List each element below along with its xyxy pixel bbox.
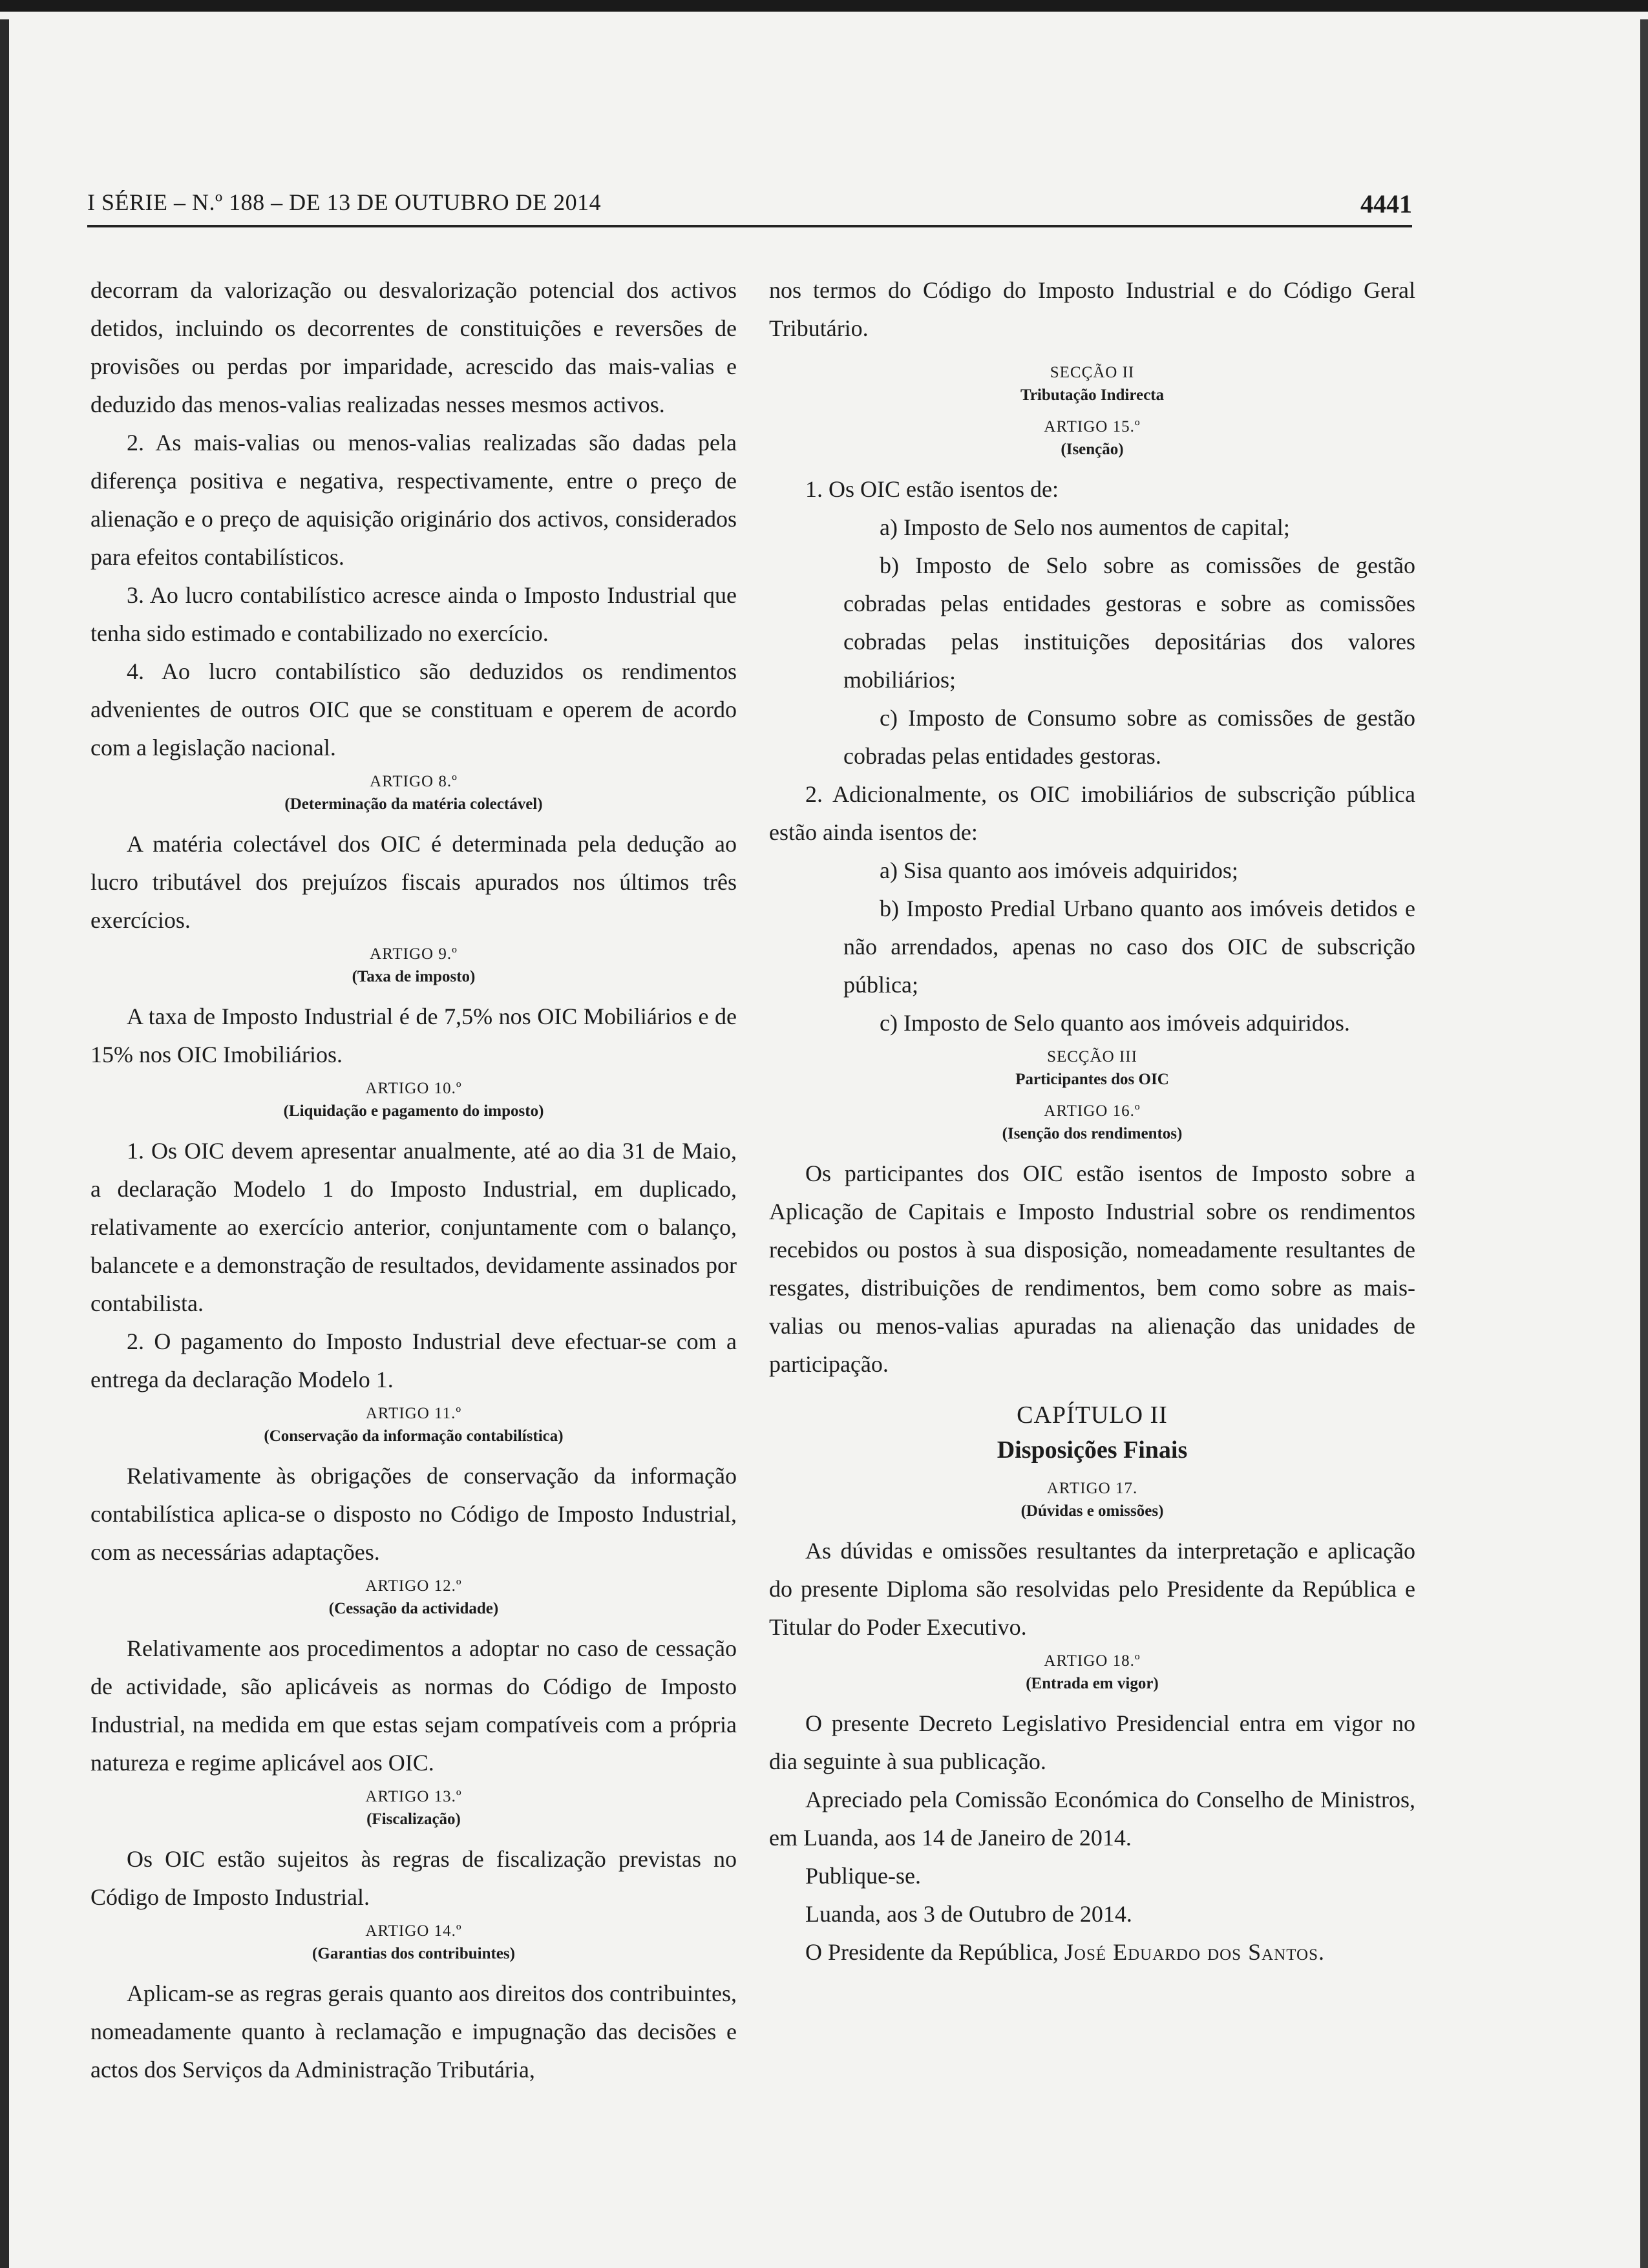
list-item: b) Imposto Predial Urbano quanto aos imóveis detidos e não arrendados, apenas no caso dos OIC de subscrição pública; — [843, 896, 1415, 998]
series-header: I SÉRIE – N.º 188 – DE 13 DE OUTUBRO DE 2014 — [87, 189, 602, 215]
article-label: ARTIGO 15.º — [1044, 418, 1141, 436]
list-item: c) Imposto de Consumo sobre as comissões de gestão cobradas pelas entidades gestoras. — [843, 705, 1415, 769]
list-item: a) Sisa quanto aos imóveis adquiridos; — [880, 857, 1238, 883]
section-label: SECÇÃO II — [1050, 364, 1135, 381]
paragraph: A matéria colectável dos OIC é determinada pela dedução ao lucro tributável dos prejuízos fiscais apurados nos últimos três exercícios. — [90, 831, 737, 933]
paragraph: 2. Adicionalmente, os OIC imobiliários de subscrição pública estão ainda isentos de: — [769, 781, 1415, 845]
article-label: ARTIGO 12.º — [365, 1577, 462, 1595]
paragraph: 4. Ao lucro contabilístico são deduzidos os rendimentos advenientes de outros OIC que se constituam e operem de acordo com a legislação nacional. — [90, 658, 737, 761]
article-title: (Determinação da matéria colectável) — [284, 795, 543, 813]
header-rule — [87, 225, 1412, 227]
article-title: (Isenção) — [1061, 441, 1124, 458]
president-prefix: O Presidente da República, — [805, 1939, 1059, 1965]
article-label: ARTIGO 11.º — [365, 1405, 462, 1422]
paragraph: Os OIC estão sujeitos às regras de fiscalização previstas no Código de Imposto Industrial. — [90, 1846, 737, 1910]
chapter-title: Disposições Finais — [997, 1436, 1188, 1464]
paragraph: Relativamente às obrigações de conservação da informação contabilística aplica-se o disposto no Código de Imposto Industrial, com as necessárias adaptações. — [90, 1463, 737, 1565]
publish-line: Publique-se. — [805, 1863, 921, 1889]
paragraph: Os participantes dos OIC estão isentos de Imposto sobre a Aplicação de Capitais e Imposto Industrial sobre os rendimentos recebidos ou postos à sua disposição, nomeadamente resultantes de resgates, distribuições de rendimentos, bem como sobre as mais-valias ou menos-valias apuradas na alienação das unidades de participação. — [769, 1160, 1415, 1377]
article-title: (Liquidação e pagamento do imposto) — [283, 1102, 544, 1120]
paragraph: decorram da valorização ou desvalorização potencial dos activos detidos, incluindo os decorrentes de constituições e reversões de provisões ou perdas por imparidade, acrescido das mais-valias e deduzido das menos-valias realizadas nesses mesmos activos. — [90, 277, 737, 417]
paragraph: 3. Ao lucro contabilístico acresce ainda o Imposto Industrial que tenha sido estimado e contabilizado no exercício. — [90, 582, 737, 646]
signature-line — [769, 1933, 1415, 1971]
paragraph: Relativamente aos procedimentos a adoptar no caso de cessação de actividade, são aplicáveis as normas do Código de Imposto Industrial, na medida em que estas sejam compatíveis com a própria natureza e regime aplicável aos OIC. — [90, 1635, 737, 1776]
paragraph: 2. O pagamento do Imposto Industrial deve efectuar-se com a entrega da declaração Modelo 1. — [90, 1328, 737, 1392]
paragraph: As dúvidas e omissões resultantes da interpretação e aplicação do presente Diploma são resolvidas pelo Presidente da República e Titular do Poder Executivo. — [769, 1538, 1415, 1640]
paragraph: 1. Os OIC devem apresentar anualmente, até ao dia 31 de Maio, a declaração Modelo 1 do Imposto Industrial, em duplicado, relativamente ao exercício anterior, conjuntamente com o balanço, balancete e a demonstração de resultados, devidamente assinados por contabilista. — [90, 1138, 737, 1316]
scan-left-edge — [0, 19, 9, 2268]
paragraph: nos termos do Código do Imposto Industrial e do Código Geral Tributário. — [769, 277, 1415, 341]
article-title: (Conservação da informação contabilística) — [264, 1427, 564, 1445]
right-column — [769, 271, 1415, 1971]
article-title: (Entrada em vigor) — [1026, 1675, 1159, 1692]
section-title: Participantes dos OIC — [1015, 1071, 1169, 1088]
scan-right-edge — [1640, 19, 1648, 2268]
article-title: (Cessação da actividade) — [328, 1600, 499, 1617]
article-label: ARTIGO 9.º — [370, 945, 458, 963]
section-label: SECÇÃO III — [1047, 1048, 1137, 1066]
article-title: (Taxa de imposto) — [352, 968, 476, 985]
paragraph: Apreciado pela Comissão Económica do Conselho de Ministros, em Luanda, aos 14 de Janeiro de 2014. — [769, 1787, 1415, 1851]
president-name: José Eduardo dos Santos. — [1064, 1939, 1325, 1965]
paragraph: Aplicam-se as regras gerais quanto aos direitos dos contribuintes, nomeadamente quanto à reclamação e impugnação das decisões e actos dos Serviços da Administração Tributária, — [90, 1980, 737, 2083]
scan-top-edge — [0, 0, 1648, 12]
paragraph: A taxa de Imposto Industrial é de 7,5% nos OIC Mobiliários e de 15% nos OIC Imobiliários. — [90, 1003, 737, 1067]
paragraph: 2. As mais-valias ou menos-valias realizadas são dadas pela diferença positiva e negativa, respectivamente, entre o preço de alienação e o preço de aquisição originário dos activos, considerados para efeitos contabilísticos. — [90, 430, 737, 570]
date-line: Luanda, aos 3 de Outubro de 2014. — [805, 1901, 1132, 1927]
list-item: b) Imposto de Selo sobre as comissões de gestão cobradas pelas entidades gestoras e sobre as comissões cobradas pelas instituições depositárias dos valores mobiliários; — [843, 552, 1415, 693]
article-title: (Fiscalização) — [366, 1811, 461, 1828]
list-item: c) Imposto de Selo quanto aos imóveis adquiridos. — [880, 1010, 1350, 1036]
section-title: Tributação Indirecta — [1020, 386, 1164, 404]
article-label: ARTIGO 18.º — [1044, 1652, 1141, 1670]
page-number: 4441 — [1360, 189, 1412, 218]
article-label: ARTIGO 16.º — [1044, 1102, 1141, 1120]
article-title: (Dúvidas e omissões) — [1020, 1502, 1164, 1520]
article-label: ARTIGO 13.º — [365, 1788, 462, 1805]
list-item: a) Imposto de Selo nos aumentos de capital; — [880, 514, 1290, 540]
left-column — [90, 271, 737, 2089]
article-title: (Isenção dos rendimentos) — [1002, 1125, 1183, 1142]
article-label: ARTIGO 14.º — [365, 1922, 462, 1940]
article-label: ARTIGO 10.º — [365, 1080, 462, 1097]
paragraph: O presente Decreto Legislativo Presidencial entra em vigor no dia seguinte à sua publicação. — [769, 1710, 1415, 1774]
article-label: ARTIGO 17. — [1046, 1480, 1138, 1497]
article-label: ARTIGO 8.º — [370, 773, 458, 790]
page-header — [87, 189, 1412, 227]
paragraph: 1. Os OIC estão isentos de: — [805, 476, 1059, 502]
article-title: (Garantias dos contribuintes) — [312, 1945, 515, 1962]
chapter-label: CAPÍTULO II — [1017, 1402, 1168, 1429]
